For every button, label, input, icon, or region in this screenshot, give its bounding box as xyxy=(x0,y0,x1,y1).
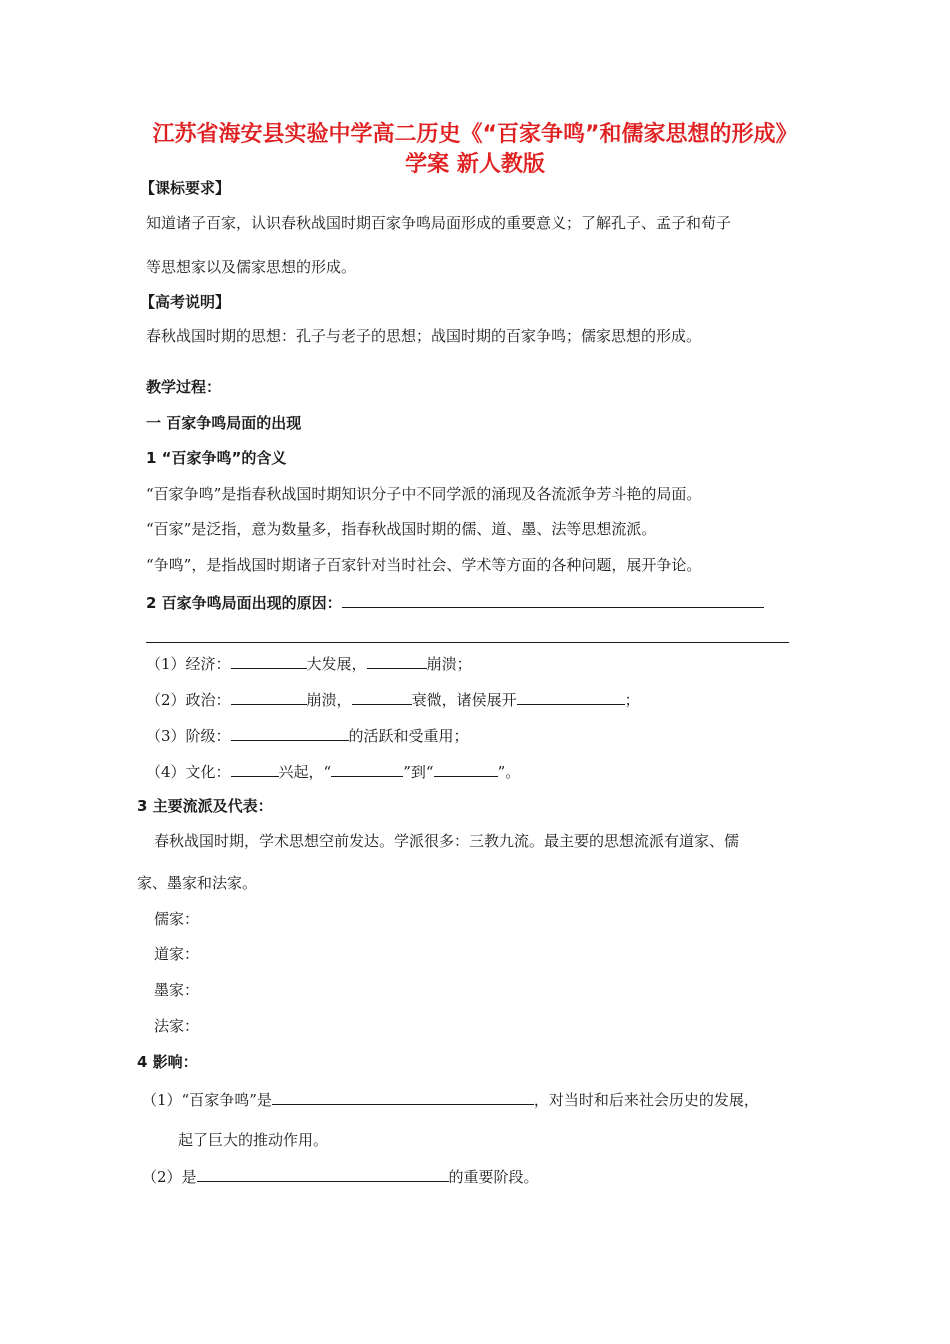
exam-heading: 【高考说明】 xyxy=(140,293,231,311)
item4-heading: 4 影响： xyxy=(137,1053,198,1071)
reasons-blank-line-2[interactable] xyxy=(146,642,789,643)
impact-2-post: 的重要阶段。 xyxy=(448,1168,539,1186)
culture-blank-3[interactable] xyxy=(434,760,498,777)
politics-blank-2[interactable] xyxy=(352,688,412,705)
impact-1-post: ，对当时和后来社会历史的发展， xyxy=(533,1091,759,1109)
economy-blank-2[interactable] xyxy=(367,652,427,669)
reason-politics-end: ； xyxy=(624,691,640,709)
culture-blank-1[interactable] xyxy=(231,760,279,777)
document-title-line2: 学案 新人教版 xyxy=(405,152,545,177)
reason-culture-label: （4）文化： xyxy=(146,763,231,781)
reason-economy-end: 崩溃； xyxy=(426,655,472,673)
standards-heading: 【课标要求】 xyxy=(140,179,231,197)
meaning-line-3: “争鸣”，是指战国时期诸子百家针对当时社会、学术等方面的各种问题，展开争论。 xyxy=(146,556,702,574)
meaning-line-2: “百家”是泛指，意为数量多，指春秋战国时期的儒、道、墨、法等思想流派。 xyxy=(146,520,657,538)
impact-1-pre: （1）“百家争鸣”是 xyxy=(142,1091,272,1109)
reason-politics-mid2: 衰微，诸侯展开 xyxy=(411,691,517,709)
class-blank[interactable] xyxy=(231,724,349,741)
reason-class-label: （3）阶级： xyxy=(146,727,231,745)
reasons-blank[interactable] xyxy=(342,591,764,608)
reason-politics xyxy=(146,688,640,710)
impact-1-blank[interactable] xyxy=(272,1088,534,1105)
reason-politics-mid: 崩溃， xyxy=(306,691,352,709)
exam-text: 春秋战国时期的思想：孔子与老子的思想；战国时期的百家争鸣；儒家思想的形成。 xyxy=(146,327,702,345)
reason-culture-mid: 兴起，“ xyxy=(278,763,332,781)
reason-class xyxy=(146,724,469,746)
reason-culture-mid2: ”到“ xyxy=(403,763,434,781)
politics-blank-3[interactable] xyxy=(517,688,625,705)
politics-blank-1[interactable] xyxy=(231,688,307,705)
reason-economy-mid: 大发展， xyxy=(306,655,367,673)
reason-class-end: 的活跃和受重用； xyxy=(348,727,469,745)
school-taoist: 道家： xyxy=(154,945,200,963)
reason-economy xyxy=(146,652,472,674)
economy-blank-1[interactable] xyxy=(231,652,307,669)
part1-heading: 一 百家争鸣局面的出现 xyxy=(146,414,302,432)
impact-2-blank[interactable] xyxy=(197,1165,449,1182)
school-mohist: 墨家： xyxy=(154,981,200,999)
impact-1 xyxy=(142,1088,759,1110)
impact-1-continued: 起了巨大的推动作用。 xyxy=(178,1131,329,1149)
school-confucian: 儒家： xyxy=(154,910,200,928)
item2-heading xyxy=(146,591,764,613)
item3-heading: 3 主要流派及代表： xyxy=(137,797,273,815)
process-heading: 教学过程： xyxy=(146,378,222,396)
impact-2-pre: （2）是 xyxy=(142,1168,197,1186)
reason-economy-label: （1）经济： xyxy=(146,655,231,673)
item1-heading: 1 “百家争鸣”的含义 xyxy=(146,449,287,467)
reason-culture xyxy=(146,760,520,782)
standards-text-1: 知道诸子百家，认识春秋战国时期百家争鸣局面形成的重要意义；了解孔子、孟子和荀子 xyxy=(146,214,732,232)
reason-politics-label: （2）政治： xyxy=(146,691,231,709)
reason-culture-end: ”。 xyxy=(497,763,521,781)
impact-2 xyxy=(142,1165,539,1187)
culture-blank-2[interactable] xyxy=(331,760,403,777)
schools-text-2: 家、墨家和法家。 xyxy=(137,874,258,892)
meaning-line-1: “百家争鸣”是指春秋战国时期知识分子中不同学派的涌现及各流派争芳斗艳的局面。 xyxy=(146,485,702,503)
school-legalist: 法家： xyxy=(154,1017,200,1035)
item2-heading-text: 2 百家争鸣局面出现的原因： xyxy=(146,594,342,612)
standards-text-2: 等思想家以及儒家思想的形成。 xyxy=(146,258,357,276)
schools-text-1: 春秋战国时期，学术思想空前发达。学派很多：三教九流。最主要的思想流派有道家、儒 xyxy=(154,832,740,850)
document-title-line1: 江苏省海安县实验中学高二历史《“百家争鸣”和儒家思想的形成》 xyxy=(152,122,798,147)
